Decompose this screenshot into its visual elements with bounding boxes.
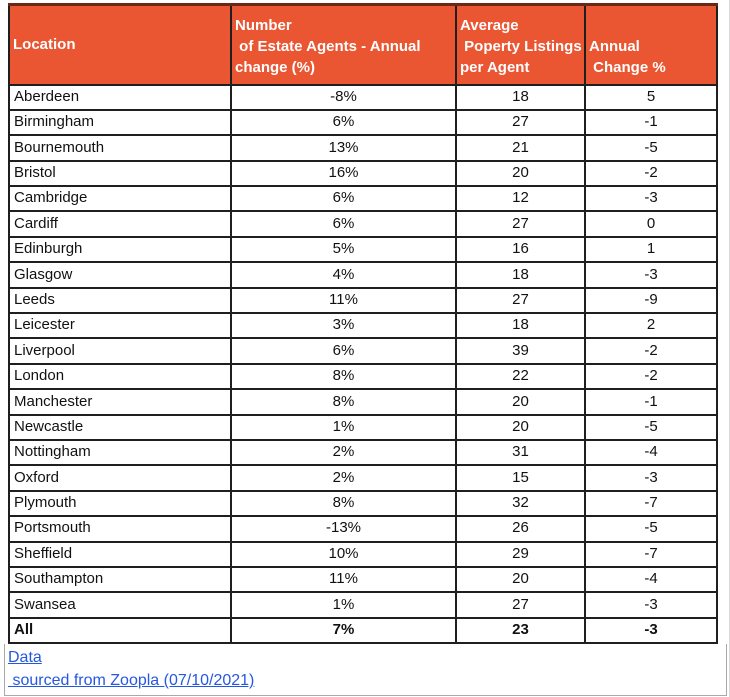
annual-change-cell: 1 <box>585 237 717 262</box>
table-row <box>9 415 717 440</box>
annual-change-cell: -7 <box>585 542 717 567</box>
listings-per-agent-cell: 16 <box>456 237 585 262</box>
agents-change-cell: 2% <box>231 440 456 465</box>
location-cell: Edinburgh <box>9 237 231 262</box>
agents-change-cell: -8% <box>231 85 456 110</box>
annual-change-cell: -9 <box>585 288 717 313</box>
annual-change-cell: -5 <box>585 415 717 440</box>
agents-change-cell: 2% <box>231 465 456 490</box>
location-cell: Liverpool <box>9 338 231 363</box>
table-row <box>9 364 717 389</box>
annual-change-cell: -3 <box>585 465 717 490</box>
listings-per-agent-cell: 18 <box>456 85 585 110</box>
listings-per-agent-cell: 18 <box>456 313 585 338</box>
table-row <box>9 237 717 262</box>
table-row <box>9 161 717 186</box>
listings-per-agent-cell: 27 <box>456 211 585 236</box>
location-cell: Bournemouth <box>9 135 231 160</box>
annual-change-cell: -5 <box>585 135 717 160</box>
table-row <box>9 440 717 465</box>
table-row <box>9 186 717 211</box>
annual-change-cell: -3 <box>585 262 717 287</box>
source-footer <box>4 644 727 696</box>
table-row <box>9 135 717 160</box>
listings-per-agent-cell: 32 <box>456 491 585 516</box>
data-link[interactable]: Data <box>8 649 42 667</box>
location-cell: London <box>9 364 231 389</box>
table-row <box>9 262 717 287</box>
listings-per-agent-cell: 21 <box>456 135 585 160</box>
agents-change-cell: -13% <box>231 516 456 541</box>
location-cell: Newcastle <box>9 415 231 440</box>
location-cell: Swansea <box>9 592 231 617</box>
agents-change-cell: 10% <box>231 542 456 567</box>
annual-change-cell: -3 <box>585 592 717 617</box>
listings-per-agent-cell: 18 <box>456 262 585 287</box>
location-cell: Southampton <box>9 567 231 592</box>
table-row <box>9 542 717 567</box>
location-cell: Nottingham <box>9 440 231 465</box>
annual-change-cell: -2 <box>585 364 717 389</box>
listings-per-agent-cell: 20 <box>456 389 585 414</box>
agents-change-cell: 8% <box>231 389 456 414</box>
location-cell: Leicester <box>9 313 231 338</box>
location-cell: Glasgow <box>9 262 231 287</box>
header-cell-agents-change: Number of Estate Agents - Annual change (%) <box>231 5 456 85</box>
listings-per-agent-cell: 12 <box>456 186 585 211</box>
agents-change-cell: 5% <box>231 237 456 262</box>
agents-change-cell: 1% <box>231 592 456 617</box>
header-cell-annual-change: Annual Change % <box>585 5 717 85</box>
table-row <box>9 567 717 592</box>
agents-change-cell: 1% <box>231 415 456 440</box>
annual-change-cell: -5 <box>585 516 717 541</box>
estate-agents-table <box>8 3 718 644</box>
header-row <box>9 5 717 85</box>
agents-change-cell: 13% <box>231 135 456 160</box>
table-row <box>9 338 717 363</box>
table-row <box>9 389 717 414</box>
header-cell-location: Location <box>9 5 231 85</box>
table-row <box>9 313 717 338</box>
listings-per-agent-cell: 39 <box>456 338 585 363</box>
listings-per-agent-cell: 20 <box>456 161 585 186</box>
listings-per-agent-cell: 20 <box>456 415 585 440</box>
listings-per-agent-cell: 27 <box>456 592 585 617</box>
annual-change-cell: -2 <box>585 161 717 186</box>
total-location-cell: All <box>9 618 231 643</box>
agents-change-cell: 6% <box>231 338 456 363</box>
agents-change-cell: 11% <box>231 288 456 313</box>
table-row <box>9 465 717 490</box>
total-agents-change-cell: 7% <box>231 618 456 643</box>
listings-per-agent-cell: 27 <box>456 288 585 313</box>
annual-change-cell: 5 <box>585 85 717 110</box>
table-row <box>9 85 717 110</box>
agents-change-cell: 6% <box>231 110 456 135</box>
location-cell: Aberdeen <box>9 85 231 110</box>
annual-change-cell: -4 <box>585 567 717 592</box>
location-cell: Bristol <box>9 161 231 186</box>
total-listings-cell: 23 <box>456 618 585 643</box>
annual-change-cell: -2 <box>585 338 717 363</box>
location-cell: Oxford <box>9 465 231 490</box>
listings-per-agent-cell: 29 <box>456 542 585 567</box>
table-row <box>9 110 717 135</box>
header-cell-listings-per-agent: Average Poperty Listings per Agent <box>456 5 585 85</box>
listings-per-agent-cell: 26 <box>456 516 585 541</box>
zoopla-source-link[interactable]: sourced from Zoopla (07/10/2021) <box>8 672 255 690</box>
agents-change-cell: 16% <box>231 161 456 186</box>
location-cell: Birmingham <box>9 110 231 135</box>
agents-change-cell: 3% <box>231 313 456 338</box>
listings-per-agent-cell: 15 <box>456 465 585 490</box>
agents-change-cell: 6% <box>231 211 456 236</box>
total-annual-change-cell: -3 <box>585 618 717 643</box>
location-cell: Leeds <box>9 288 231 313</box>
location-cell: Cardiff <box>9 211 231 236</box>
listings-per-agent-cell: 20 <box>456 567 585 592</box>
table-body <box>9 85 717 618</box>
table-row <box>9 516 717 541</box>
table-header <box>9 5 717 85</box>
agents-change-cell: 8% <box>231 364 456 389</box>
total-row <box>9 618 717 643</box>
location-cell: Cambridge <box>9 186 231 211</box>
annual-change-cell: -4 <box>585 440 717 465</box>
agents-change-cell: 4% <box>231 262 456 287</box>
annual-change-cell: -1 <box>585 389 717 414</box>
table-row <box>9 592 717 617</box>
location-cell: Manchester <box>9 389 231 414</box>
table-row <box>9 491 717 516</box>
annual-change-cell: 0 <box>585 211 717 236</box>
agents-change-cell: 8% <box>231 491 456 516</box>
agents-change-cell: 6% <box>231 186 456 211</box>
annual-change-cell: 2 <box>585 313 717 338</box>
annual-change-cell: -7 <box>585 491 717 516</box>
listings-per-agent-cell: 27 <box>456 110 585 135</box>
annual-change-cell: -3 <box>585 186 717 211</box>
table-row <box>9 288 717 313</box>
table-footer-body <box>9 618 717 643</box>
agents-change-cell: 11% <box>231 567 456 592</box>
location-cell: Portsmouth <box>9 516 231 541</box>
listings-per-agent-cell: 31 <box>456 440 585 465</box>
location-cell: Sheffield <box>9 542 231 567</box>
table-row <box>9 211 717 236</box>
location-cell: Plymouth <box>9 491 231 516</box>
listings-per-agent-cell: 22 <box>456 364 585 389</box>
annual-change-cell: -1 <box>585 110 717 135</box>
